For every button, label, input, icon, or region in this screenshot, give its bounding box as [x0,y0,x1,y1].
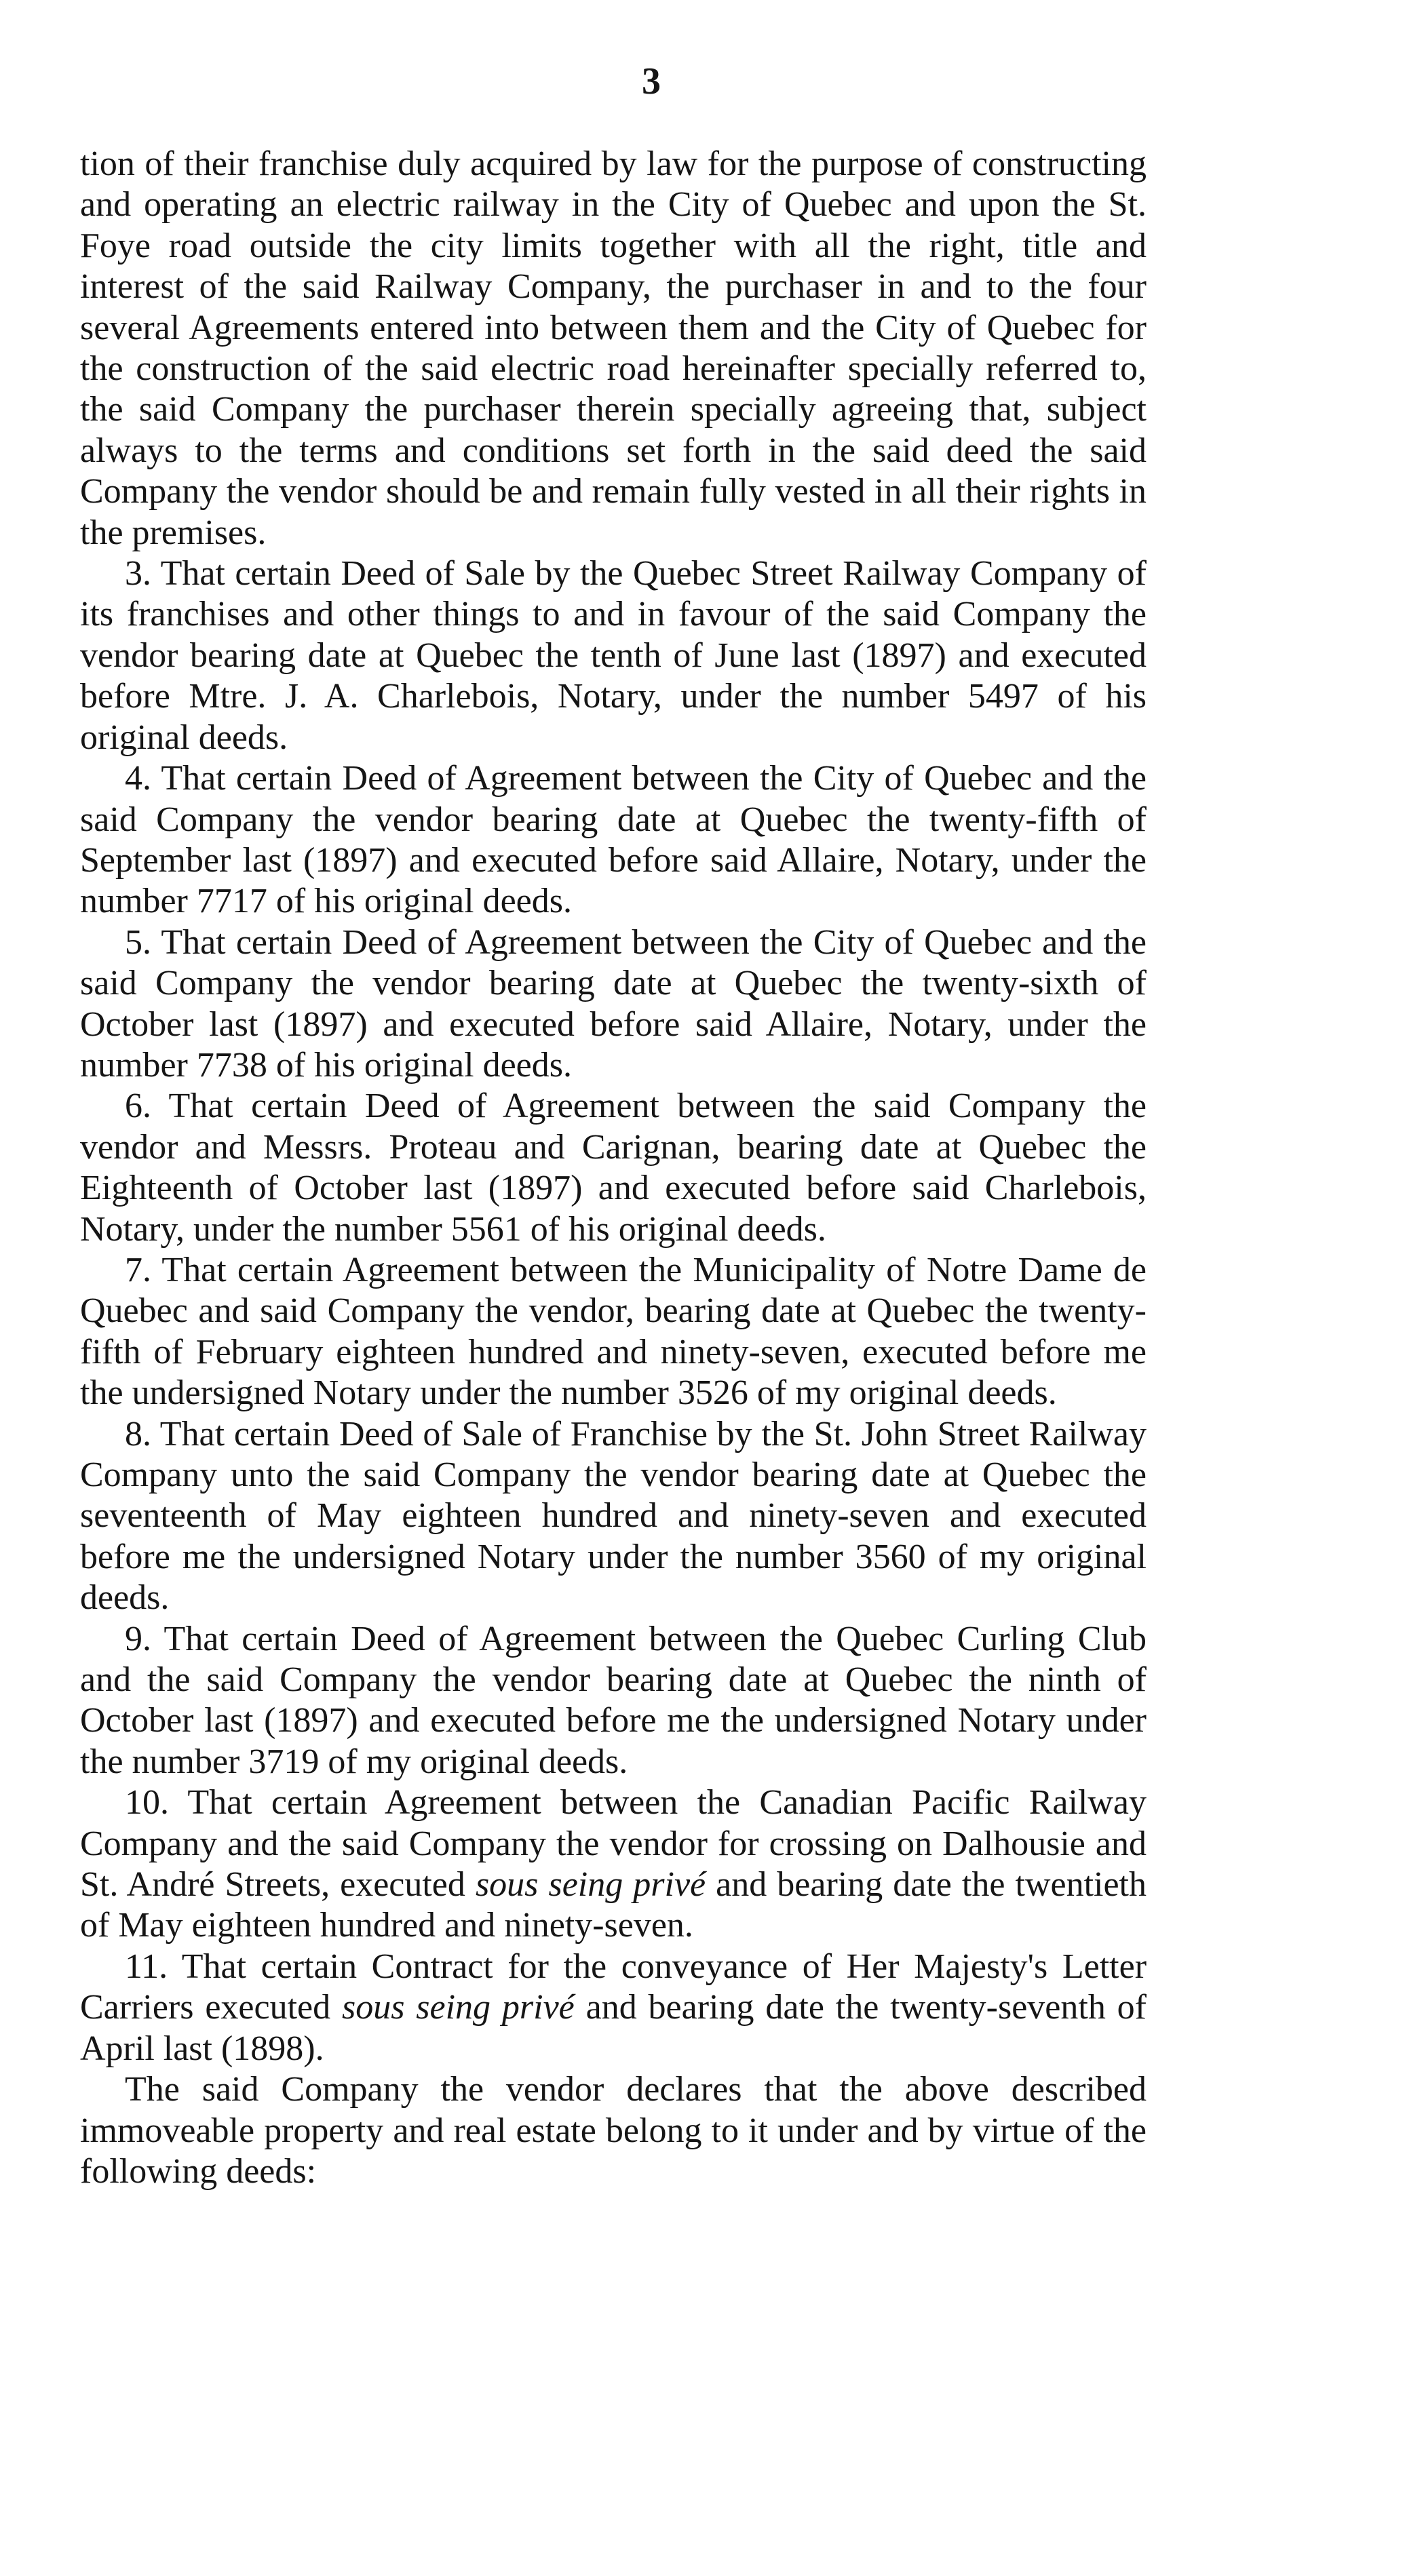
italic-phrase: sous seing privé [341,1988,575,2027]
document-body [80,144,1147,2192]
paragraph-number: 5. [125,922,151,962]
paragraph-10 [80,1782,1147,1947]
paragraph-6 [80,1086,1147,1250]
italic-phrase: sous seing privé [475,1865,706,1905]
paragraph-text: That certain Deed of Agreement between the City of Quebec and the said Company the vendor bearing date at Quebec the twenty-fifth of September last (1897) and executed before said Allaire, Notary, under the number 7717 of his original deeds. [80,759,1147,921]
paragraph-text: That certain Agreement between the Municipality of Notre Dame de Quebec and said Company the vendor, bearing date at Quebec the twenty-fifth of February eighteen hundred and ninety-seven, executed before me the undersigned Notary under the number 3526 of my original deeds. [80,1250,1147,1413]
paragraph-5 [80,922,1147,1087]
paragraph-text: That certain Agreement between the Canadian Pacific Railway Company and the said Company the vendor for crossing on Dalhousie and St. André Streets, executed [80,1783,1147,1905]
paragraph-number: 10. [125,1783,169,1822]
paragraph-7 [80,1250,1147,1414]
paragraph-number: 8. [125,1414,151,1453]
paragraph-8 [80,1414,1147,1619]
paragraph-text: and bearing date the twenty-seventh of April last (1898). [80,1988,1147,2068]
paragraph-final: The said Company the vendor declares that the above described immoveable property and real estate belong to it under and by virtue of the following deeds: [80,2070,1147,2191]
paragraph-text: That certain Deed of Sale of Franchise by the St. John Street Railway Company unto the said Company the vendor bearing date at Quebec the seventeenth of May eighteen hundred and ninety-seven and executed before me the undersigned Notary under the number 3560 of my original deeds. [80,1414,1147,1618]
paragraph-text: That certain Deed of Agreement between the Quebec Curling Club and the said Company the vendor bearing date at Quebec the ninth of October last (1897) and executed before me the undersigned Notary under the number 3719 of my original deeds. [80,1619,1147,1781]
paragraph-text: and bearing date the twentieth of May eighteen hundred and ninety-seven. [80,1865,1147,1945]
paragraph-text: That certain Deed of Agreement between the said Company the vendor and Messrs. Proteau and Carignan, bearing date at Quebec the Eighteenth of October last (1897) and executed before said Charlebois, Notary, under the number 5561 of his original deeds. [80,1087,1147,1249]
paragraph-number: 11. [125,1947,168,1986]
paragraph-number: 6. [125,1087,151,1126]
paragraph-text: That certain Deed of Sale by the Quebec Street Railway Company of its franchises and other things to and in favour of the said Company the vendor bearing date at Quebec the tenth of June last (1897) and executed before Mtre. J. A. Charlebois, Notary, under the number 5497 of his original deeds. [80,554,1147,757]
paragraph-text: That certain Contract for the conveyance of Her Majesty's Letter Carriers executed [80,1947,1147,2027]
paragraph-11 [80,1947,1147,2069]
paragraph-text: That certain Deed of Agreement between the City of Quebec and the said Company the vendor bearing date at Quebec the twenty-sixth of October last (1897) and executed before said Allaire, Notary, under the number 7738 of his original deeds. [80,922,1147,1085]
paragraph-number: 9. [125,1619,151,1658]
paragraph-intro: tion of their franchise duly acquired by law for the purpose of constructing and operating an electric railway in the City of Quebec and upon the St. Foye road outside the city limits together with all the right, title and interest of the said Railway Company, the purchaser in and to the four several Agreements entered into between them and the City of Quebec for the construction of the said electric road hereinafter specially referred to, the said Company the purchaser therein specially agreeing that, subject always to the terms and conditions set forth in the said deed the said Company the vendor should be and remain fully vested in all their rights in the premises. [80,144,1147,552]
paragraph-3 [80,553,1147,758]
page-number: 3 [642,60,661,102]
paragraph-9 [80,1619,1147,1783]
paragraph-number: 4. [125,759,151,798]
paragraph-number: 7. [125,1250,151,1289]
paragraph-4 [80,758,1147,922]
paragraph-number: 3. [125,554,151,593]
